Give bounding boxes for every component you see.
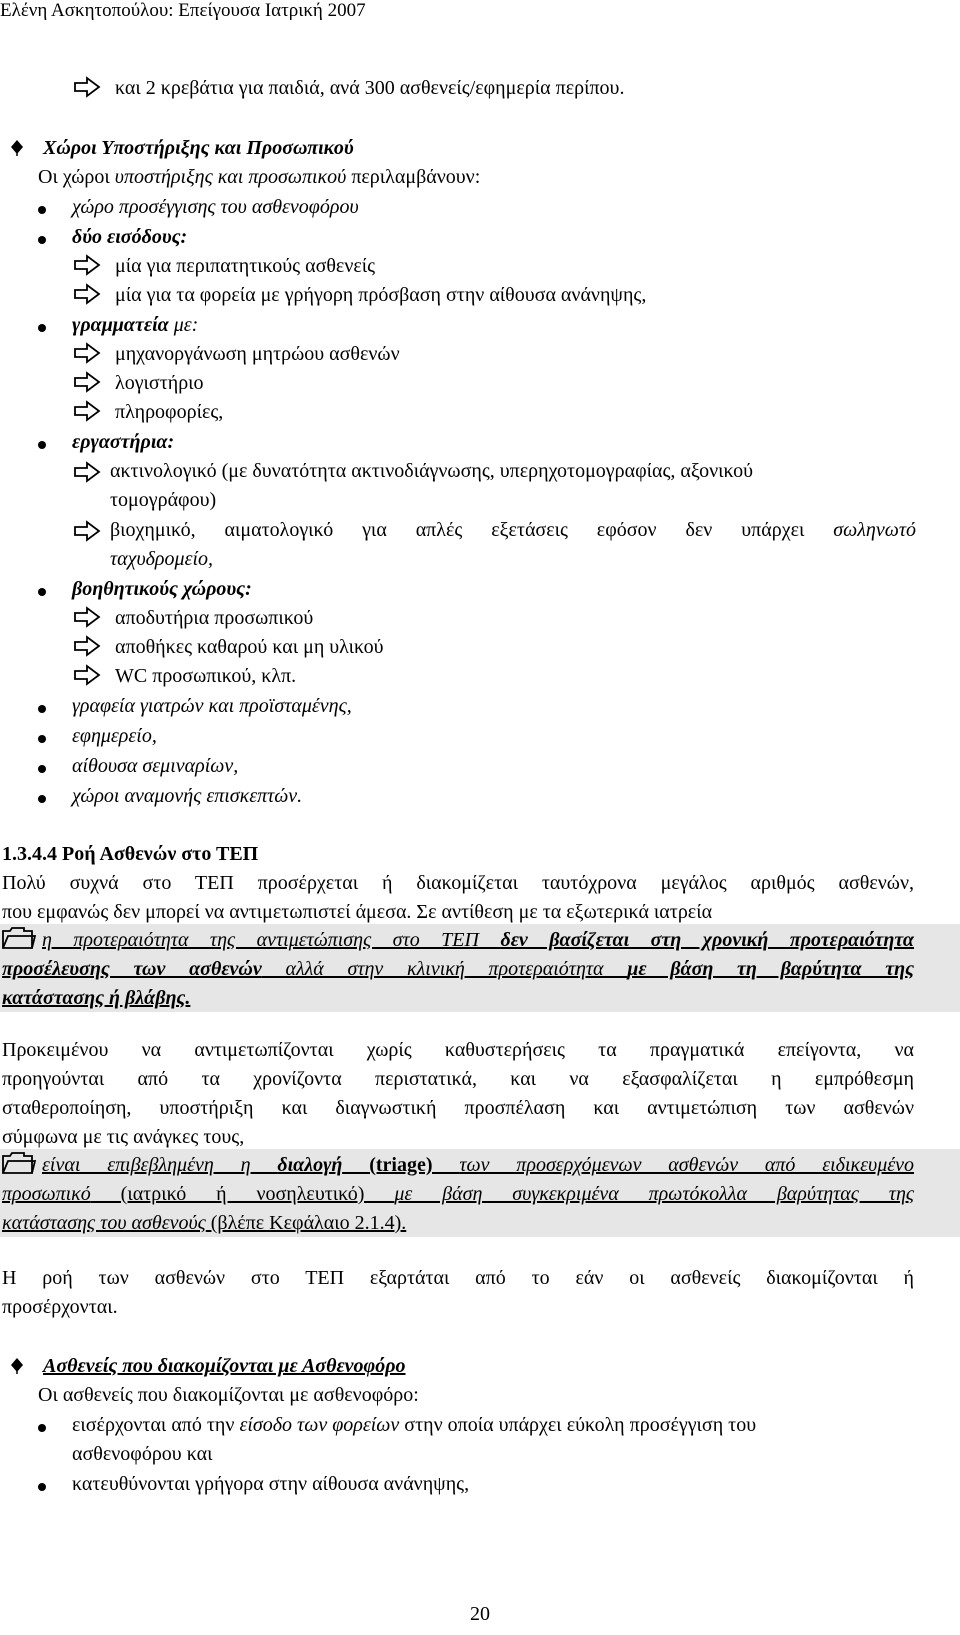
bullet-dot [38,1424,46,1432]
section-intro: Οι ασθενείς που διακομίζονται με ασθενοφόρο: [38,1384,419,1406]
arrow-right-icon [72,283,102,305]
list-item: δύο εισόδους: [72,226,188,248]
sub-list-item: αποδυτήρια προσωπικού [72,604,313,633]
paragraph-line: Προκειμένου να αντιμετωπίζονται χωρίς καθυστερήσεις τα πραγματικά επείγοντα, να [2,1039,914,1061]
paragraph-line: Η ροή των ασθενών στο ΤΕΠ εξαρτάται από το εάν οι ασθενείς διακομίζονται ή [2,1267,914,1289]
list-item: γραμματεία με: [72,314,199,336]
arrow-right-icon [72,400,102,422]
list-item: και 2 κρεβάτια για παιδιά, ανά 300 ασθενείς/εφημερία περίπου. [72,74,624,103]
list-item: εισέρχονται από την είσοδο των φορείων στην οποία υπάρχει εύκολη προσέγγιση του [72,1414,757,1436]
highlight-line: προσέλευσης των ασθενών αλλά στην κλινική προτεραιότητα με βάση τη βαρύτητα της [2,958,915,980]
arrow-right-icon [72,254,102,276]
bullet-dot [38,324,46,332]
bullet-dot [38,765,46,773]
highlight-line: η προτεραιότητα της αντιμετώπισης στο ΤΕΠ δεν βασίζεται στη χρονική προτεραιότητα [2,926,914,955]
page-header: Ελένη Ασκητοπούλου: Επείγουσα Ιατρική 2007 [0,0,366,21]
arrow-right-icon [72,635,102,657]
list-item: αίθουσα σεμιναρίων, [72,755,239,777]
arrow-right-icon [72,76,102,98]
bullet-dot [38,705,46,713]
list-item: εφημερείο, [72,725,157,747]
bullet-dot [38,795,46,803]
list-item: κατευθύνονται γρήγορα στην αίθουσα ανάνηψης, [72,1473,470,1495]
arrow-right-icon [72,664,102,686]
highlight-line: προσωπικό (ιατρικό ή νοσηλευτικό) με βάση συγκεκριμένα πρωτόκολλα βαρύτητας της [2,1183,914,1205]
sub-list-item: μία για τα φορεία με γρήγορη πρόσβαση στην αίθουσα ανάνηψης, [72,281,646,310]
sub-list-item: μία για περιπατητικούς ασθενείς [72,252,375,281]
sub-list-item: βιοχημικό, αιματολογικό για απλές εξετάσεις εφόσον δεν υπάρχει σωληνωτό [110,519,916,541]
list-item: βοηθητικούς χώρους: [72,578,252,600]
sub-list-item: WC προσωπικού, κλπ. [72,662,296,691]
sub-list-item-continued: ταχυδρομείο, [110,548,214,570]
arrow-right-icon [72,342,102,364]
section-heading: 1.3.4.4 Ροή Ασθενών στο ΤΕΠ [2,843,259,865]
sub-list-item: μηχανοργάνωση μητρώου ασθενών [72,340,400,369]
arrow-right-icon [72,461,102,483]
bullet-dot [38,441,46,449]
bullet-dot [38,588,46,596]
diamond-icon [10,1358,24,1374]
section-heading: Ασθενείς που διακομίζονται με Ασθενοφόρο [10,1352,406,1381]
paragraph-line: προηγούνται από τα χρονίζοντα περιστατικά, και να εξασφαλίζεται η εμπρόθεσμη [2,1068,914,1090]
bullet-dot [38,735,46,743]
sub-list-item: λογιστήριο [72,369,204,398]
sub-list-item: αποθήκες καθαρού και μη υλικού [72,633,384,662]
bullet-dot [38,236,46,244]
highlight-line: είναι επιβεβλημένη η διαλογή (triage) των προσερχόμενων ασθενών από ειδικευμένο [2,1151,914,1180]
diamond-icon [10,140,24,156]
paragraph-line: Πολύ συχνά στο ΤΕΠ προσέρχεται ή διακομίζεται ταυτόχρονα μεγάλος αριθμός ασθενών, [2,872,914,894]
paragraph-line: σταθεροποίηση, υποστήριξη και διαγνωστική προσπέλαση και αντιμετώπιση των ασθενών [2,1097,914,1119]
highlight-line: κατάστασης ή βλάβης. [2,987,191,1009]
highlight-line: κατάστασης του ασθενούς (βλέπε Κεφάλαιο 2.1.4). [2,1212,407,1234]
paragraph-line: που εμφανώς δεν μπορεί να αντιμετωπιστεί άμεσα. Σε αντίθεση με τα εξωτερικά ιατρεία [2,901,713,923]
section-heading: Χώροι Υποστήριξης και Προσωπικού [10,134,354,163]
sub-list-item: πληροφορίες, [72,398,223,427]
bullet-dot [38,1483,46,1491]
bullet-dot [38,206,46,214]
section-intro: Οι χώροι υποστήριξης και προσωπικού περιλαμβάνουν: [38,166,481,188]
paragraph-line: προσέρχονται. [2,1296,118,1318]
folder-icon [2,927,36,949]
sub-list-item-continued: τομογράφου) [110,489,217,511]
list-item: χώροι αναμονής επισκεπτών. [72,785,303,807]
arrow-right-icon [72,606,102,628]
list-item-continued: ασθενοφόρου και [72,1443,213,1465]
list-item: εργαστήρια: [72,431,175,453]
arrow-right-icon [72,520,102,542]
folder-icon [2,1152,36,1174]
arrow-right-icon [72,371,102,393]
list-item: γραφεία γιατρών και προϊσταμένης, [72,695,352,717]
list-item: χώρο προσέγγισης του ασθενοφόρου [72,196,359,218]
paragraph-line: σύμφωνα με τις ανάγκες τους, [2,1126,245,1148]
sub-list-item: ακτινολογικό (με δυνατότητα ακτινοδιάγνωσης, υπερηχοτομογραφίας, αξονικού [110,460,754,482]
page-number: 20 [470,1603,490,1625]
